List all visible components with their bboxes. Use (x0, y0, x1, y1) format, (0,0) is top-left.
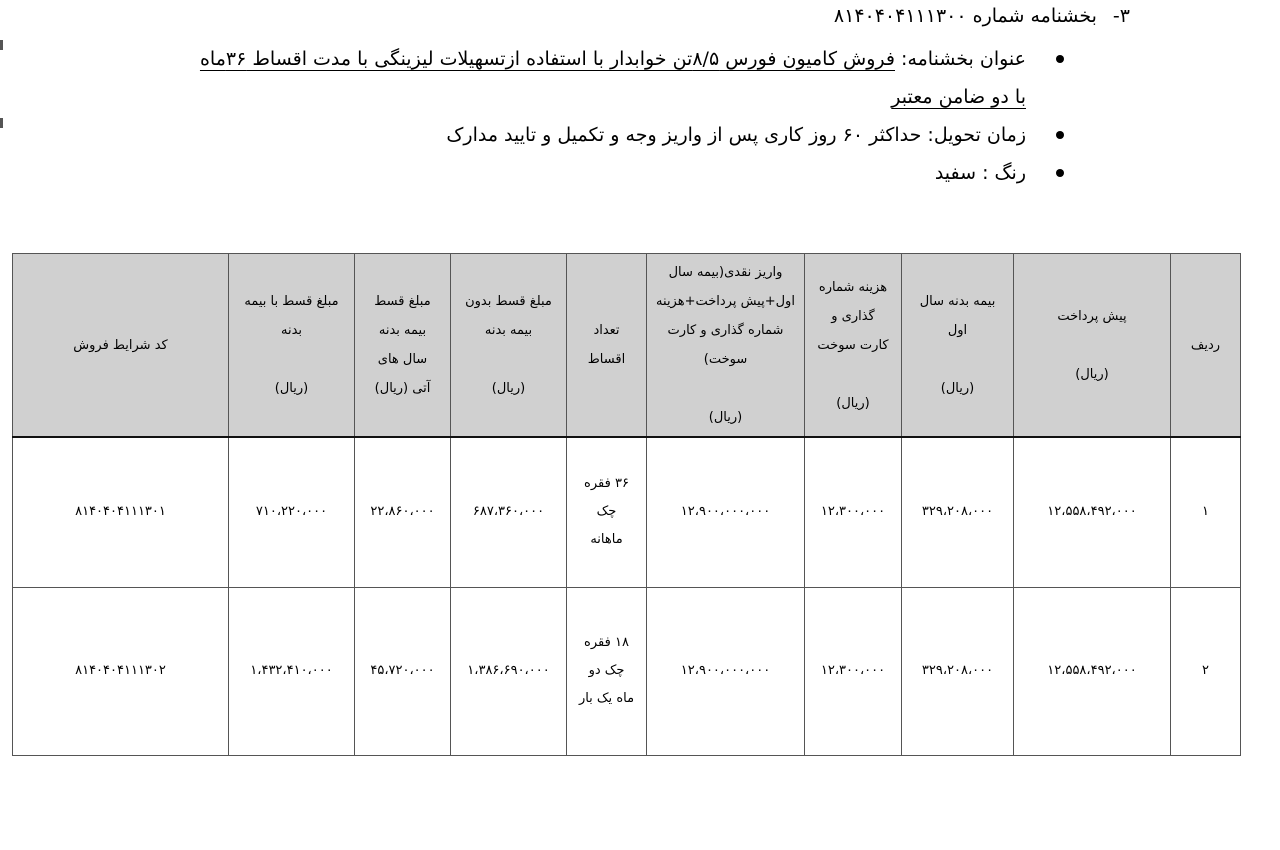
table-cell: ۱،۳۸۶،۶۹۰،۰۰۰ (451, 587, 567, 755)
column-header: بیمه بدنه سال اول (ریال) (902, 254, 1014, 438)
column-header: کد شرایط فروش (13, 254, 229, 438)
margin-mark (0, 118, 3, 128)
column-header: ردیف (1171, 254, 1241, 438)
table-cell: ۲ (1171, 587, 1241, 755)
table-cell: ۱،۴۳۲،۴۱۰،۰۰۰ (229, 587, 355, 755)
table-cell: ۱۸ فقره چک دو ماه یک بار (567, 587, 647, 755)
table-cell: ۱۲،۵۵۸،۴۹۲،۰۰۰ (1014, 587, 1171, 755)
table-cell: ۴۵،۷۲۰،۰۰۰ (355, 587, 451, 755)
table-cell: ۱۲،۹۰۰،۰۰۰،۰۰۰ (647, 587, 805, 755)
circular-title: بخشنامه شماره ۸۱۴۰۴۰۴۱۱۱۳۰۰ (833, 5, 1097, 27)
color-text: رنگ : سفید (934, 162, 1026, 184)
sales-terms-table (12, 253, 1241, 756)
table-cell: ۱۲،۵۵۸،۴۹۲،۰۰۰ (1014, 437, 1171, 587)
table-cell: ۳۲۹،۲۰۸،۰۰۰ (902, 437, 1014, 587)
section-number: ۳- (1112, 5, 1130, 27)
table-cell: ۱ (1171, 437, 1241, 587)
table-cell: ۸۱۴۰۴۰۴۱۱۱۳۰۲ (13, 587, 229, 755)
list-item-delivery (190, 116, 1070, 154)
table-cell: ۶۸۷،۳۶۰،۰۰۰ (451, 437, 567, 587)
list-item-subject (190, 40, 1070, 116)
table-cell: ۱۲،۳۰۰،۰۰۰ (805, 437, 902, 587)
table-cell: ۳۲۹،۲۰۸،۰۰۰ (902, 587, 1014, 755)
column-header: مبلغ قسط بیمه بدنه سال های آتی (ریال) (355, 254, 451, 438)
column-header: مبلغ قسط با بیمه بدنه (ریال) (229, 254, 355, 438)
table-row (13, 437, 1241, 587)
delivery-text: زمان تحویل: حداکثر ۶۰ روز کاری پس از واریز وجه و تکمیل و تایید مدارک (446, 124, 1026, 146)
table-cell: ۳۶ فقره چک ماهانه (567, 437, 647, 587)
column-header: تعداد اقساط (567, 254, 647, 438)
column-header: پیش پرداخت (ریال) (1014, 254, 1171, 438)
margin-mark (0, 40, 3, 50)
circular-heading (834, 2, 1130, 30)
circular-details-list (190, 40, 1070, 192)
table-cell: ۱۲،۹۰۰،۰۰۰،۰۰۰ (647, 437, 805, 587)
table-cell: ۱۲،۳۰۰،۰۰۰ (805, 587, 902, 755)
column-header: هزینه شماره گذاری و کارت سوخت (ریال) (805, 254, 902, 438)
list-item-color (190, 154, 1070, 192)
table-cell: ۷۱۰،۲۲۰،۰۰۰ (229, 437, 355, 587)
column-header: واریز نقدی(بیمه سال اول+پیش پرداخت+هزینه شماره گذاری و کارت سوخت) (ریال) (647, 254, 805, 438)
subject-value: فروش کامیون فورس ۸/۵تن خوابدار با استفاده ازتسهیلات لیزینگی با مدت اقساط ۳۶ماه با دو ضامن معتبر (199, 48, 1026, 108)
table-cell: ۸۱۴۰۴۰۴۱۱۱۳۰۱ (13, 437, 229, 587)
subject-label: عنوان بخشنامه: (895, 48, 1026, 70)
column-header: مبلغ قسط بدون بیمه بدنه (ریال) (451, 254, 567, 438)
table-row (13, 587, 1241, 755)
table-header-row (13, 254, 1241, 438)
table-cell: ۲۲،۸۶۰،۰۰۰ (355, 437, 451, 587)
